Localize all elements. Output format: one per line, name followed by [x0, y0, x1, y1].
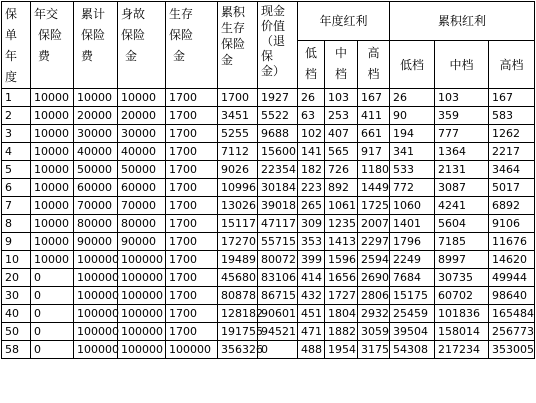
cell-cumulative-dividend-low: 1796 [390, 233, 435, 251]
cell-cumulative-survival-benefit: 19489 [218, 251, 258, 269]
cell-cash-value: 15600 [258, 143, 298, 161]
cell-cumulative-dividend-mid: 4241 [435, 197, 489, 215]
cell-annual-premium: 10000 [31, 107, 74, 125]
cell-cumulative-dividend-mid: 777 [435, 125, 489, 143]
cell-cumulative-dividend-high: 353005 [489, 341, 535, 359]
cell-annual-dividend-high: 917 [358, 143, 390, 161]
header-death-benefit: 身故 保险 金 [118, 2, 166, 89]
table-header [2, 2, 535, 89]
cell-annual-dividend-low: 451 [298, 305, 325, 323]
cell-cumulative-survival-benefit: 17270 [218, 233, 258, 251]
cell-survival-benefit: 1700 [166, 179, 218, 197]
cell-cumulative-survival-benefit: 45680 [218, 269, 258, 287]
cell-cumulative-survival-benefit: 191755 [218, 323, 258, 341]
cell-survival-benefit: 1700 [166, 89, 218, 107]
cell-cumulative-premium: 40000 [74, 143, 118, 161]
cell-cumulative-premium: 100000 [74, 341, 118, 359]
cell-cumulative-dividend-mid: 3087 [435, 179, 489, 197]
cell-cumulative-survival-benefit: 1700 [218, 89, 258, 107]
cell-annual-premium: 0 [31, 323, 74, 341]
header-annual-dividend-low: 低 档 [298, 40, 325, 88]
cell-survival-benefit: 1700 [166, 143, 218, 161]
cell-cumulative-survival-benefit: 13026 [218, 197, 258, 215]
cell-death-benefit: 50000 [118, 161, 166, 179]
cell-policy-year: 30 [2, 287, 31, 305]
cell-cumulative-dividend-low: 7684 [390, 269, 435, 287]
cell-cumulative-dividend-high: 1262 [489, 125, 535, 143]
cell-annual-dividend-mid: 565 [325, 143, 358, 161]
cell-policy-year: 50 [2, 323, 31, 341]
cell-cumulative-dividend-low: 90 [390, 107, 435, 125]
cell-annual-dividend-high: 661 [358, 125, 390, 143]
cell-cumulative-dividend-high: 5017 [489, 179, 535, 197]
cell-annual-dividend-low: 488 [298, 341, 325, 359]
cell-cumulative-premium: 80000 [74, 215, 118, 233]
cell-policy-year: 8 [2, 215, 31, 233]
cell-policy-year: 9 [2, 233, 31, 251]
cell-death-benefit: 100000 [118, 305, 166, 323]
cell-death-benefit: 30000 [118, 125, 166, 143]
cell-policy-year: 20 [2, 269, 31, 287]
cell-cumulative-dividend-low: 15175 [390, 287, 435, 305]
cell-cumulative-dividend-high: 2217 [489, 143, 535, 161]
cell-death-benefit: 100000 [118, 287, 166, 305]
cell-annual-premium: 10000 [31, 179, 74, 197]
header-cumulative-survival-benefit: 累积 生存 保险 金 [218, 2, 258, 89]
cell-cumulative-survival-benefit: 80878 [218, 287, 258, 305]
cell-policy-year: 10 [2, 251, 31, 269]
cell-annual-dividend-high: 2594 [358, 251, 390, 269]
cell-cash-value: 22354 [258, 161, 298, 179]
cell-survival-benefit: 1700 [166, 125, 218, 143]
table-row [2, 89, 535, 107]
header-cumulative-dividend: 累积红利 [390, 2, 535, 41]
cell-cash-value: 83106 [258, 269, 298, 287]
cell-annual-dividend-low: 182 [298, 161, 325, 179]
cell-cumulative-dividend-mid: 158014 [435, 323, 489, 341]
cell-cumulative-dividend-high: 256773 [489, 323, 535, 341]
table-row [2, 323, 535, 341]
cell-annual-dividend-mid: 1954 [325, 341, 358, 359]
cell-annual-dividend-mid: 1727 [325, 287, 358, 305]
cell-annual-dividend-mid: 407 [325, 125, 358, 143]
cell-cumulative-survival-benefit: 3451 [218, 107, 258, 125]
cell-survival-benefit: 1700 [166, 107, 218, 125]
cell-cumulative-dividend-high: 14620 [489, 251, 535, 269]
cell-cumulative-dividend-low: 533 [390, 161, 435, 179]
cell-cumulative-dividend-high: 583 [489, 107, 535, 125]
cell-death-benefit: 60000 [118, 179, 166, 197]
header-cumulative-premium: 累计 保险 费 [74, 2, 118, 89]
cell-cash-value: 9688 [258, 125, 298, 143]
cell-annual-dividend-high: 1449 [358, 179, 390, 197]
cell-cumulative-dividend-high: 167 [489, 89, 535, 107]
cell-cash-value: 90601 [258, 305, 298, 323]
cell-cash-value: 0 [258, 341, 298, 359]
cell-policy-year: 2 [2, 107, 31, 125]
table-row [2, 215, 535, 233]
cell-annual-dividend-mid: 892 [325, 179, 358, 197]
header-annual-premium: 年交 保险 费 [31, 2, 74, 89]
cell-annual-dividend-mid: 103 [325, 89, 358, 107]
cell-cumulative-dividend-low: 194 [390, 125, 435, 143]
cell-death-benefit: 20000 [118, 107, 166, 125]
cell-cumulative-dividend-mid: 30735 [435, 269, 489, 287]
cell-cumulative-dividend-mid: 1364 [435, 143, 489, 161]
cell-annual-dividend-high: 2806 [358, 287, 390, 305]
cell-policy-year: 1 [2, 89, 31, 107]
cell-cumulative-dividend-low: 772 [390, 179, 435, 197]
cell-cumulative-survival-benefit: 9026 [218, 161, 258, 179]
cell-survival-benefit: 1700 [166, 161, 218, 179]
cell-survival-benefit: 1700 [166, 197, 218, 215]
cell-cumulative-dividend-mid: 7185 [435, 233, 489, 251]
cell-cumulative-dividend-low: 1060 [390, 197, 435, 215]
cell-survival-benefit: 1700 [166, 323, 218, 341]
cell-cumulative-premium: 30000 [74, 125, 118, 143]
cell-annual-dividend-mid: 1413 [325, 233, 358, 251]
cell-death-benefit: 90000 [118, 233, 166, 251]
cell-annual-dividend-mid: 1656 [325, 269, 358, 287]
cell-annual-dividend-mid: 726 [325, 161, 358, 179]
table-row [2, 179, 535, 197]
cell-cumulative-survival-benefit: 10996 [218, 179, 258, 197]
cell-annual-dividend-high: 2932 [358, 305, 390, 323]
table-row [2, 251, 535, 269]
cell-cash-value: 30184 [258, 179, 298, 197]
cell-policy-year: 6 [2, 179, 31, 197]
cell-cumulative-dividend-high: 11676 [489, 233, 535, 251]
cell-annual-premium: 0 [31, 287, 74, 305]
cell-cash-value: 1927 [258, 89, 298, 107]
cell-annual-dividend-high: 3059 [358, 323, 390, 341]
cell-cumulative-dividend-mid: 217234 [435, 341, 489, 359]
cell-cumulative-premium: 10000 [74, 89, 118, 107]
cell-cumulative-premium: 100000 [74, 251, 118, 269]
cell-cumulative-dividend-mid: 2131 [435, 161, 489, 179]
cell-survival-benefit: 1700 [166, 269, 218, 287]
cell-survival-benefit: 100000 [166, 341, 218, 359]
cell-annual-premium: 10000 [31, 233, 74, 251]
cell-annual-dividend-high: 2007 [358, 215, 390, 233]
cell-annual-dividend-low: 141 [298, 143, 325, 161]
cell-cumulative-premium: 70000 [74, 197, 118, 215]
cell-survival-benefit: 1700 [166, 305, 218, 323]
cell-cumulative-survival-benefit: 356326 [218, 341, 258, 359]
cell-cumulative-dividend-low: 2249 [390, 251, 435, 269]
cell-cash-value: 80072 [258, 251, 298, 269]
header-annual-dividend: 年度红利 [298, 2, 390, 41]
cell-cumulative-dividend-low: 1401 [390, 215, 435, 233]
cell-annual-premium: 10000 [31, 251, 74, 269]
cell-survival-benefit: 1700 [166, 251, 218, 269]
cell-cumulative-dividend-low: 341 [390, 143, 435, 161]
cell-annual-dividend-low: 26 [298, 89, 325, 107]
cell-cumulative-dividend-high: 9106 [489, 215, 535, 233]
cell-annual-premium: 0 [31, 341, 74, 359]
header-cash-value: 现金 价值 （退 保 金） [258, 2, 298, 89]
cell-cumulative-premium: 90000 [74, 233, 118, 251]
table-row [2, 125, 535, 143]
cell-annual-dividend-high: 1725 [358, 197, 390, 215]
cell-annual-premium: 0 [31, 305, 74, 323]
cell-cumulative-survival-benefit: 7112 [218, 143, 258, 161]
cell-cumulative-dividend-low: 54308 [390, 341, 435, 359]
cell-cumulative-premium: 20000 [74, 107, 118, 125]
cell-cash-value: 86715 [258, 287, 298, 305]
dividend-benefit-table [1, 1, 535, 359]
cell-survival-benefit: 1700 [166, 215, 218, 233]
cell-cash-value: 55715 [258, 233, 298, 251]
cell-annual-dividend-mid: 1882 [325, 323, 358, 341]
table-row [2, 287, 535, 305]
cell-annual-premium: 10000 [31, 89, 74, 107]
cell-annual-dividend-low: 265 [298, 197, 325, 215]
cell-death-benefit: 40000 [118, 143, 166, 161]
table-row [2, 233, 535, 251]
cell-annual-dividend-low: 471 [298, 323, 325, 341]
cell-cumulative-dividend-mid: 8997 [435, 251, 489, 269]
cell-cumulative-dividend-high: 98640 [489, 287, 535, 305]
cell-annual-dividend-mid: 1061 [325, 197, 358, 215]
cell-survival-benefit: 1700 [166, 287, 218, 305]
cell-policy-year: 7 [2, 197, 31, 215]
table-row [2, 341, 535, 359]
cell-annual-premium: 10000 [31, 215, 74, 233]
cell-cumulative-dividend-mid: 5604 [435, 215, 489, 233]
cell-cumulative-dividend-mid: 60702 [435, 287, 489, 305]
cell-cumulative-dividend-mid: 101836 [435, 305, 489, 323]
cell-annual-dividend-low: 102 [298, 125, 325, 143]
cell-cumulative-dividend-low: 26 [390, 89, 435, 107]
header-cumulative-dividend-mid: 中档 [435, 40, 489, 88]
cell-annual-premium: 10000 [31, 161, 74, 179]
cell-cumulative-dividend-low: 25459 [390, 305, 435, 323]
cell-death-benefit: 100000 [118, 323, 166, 341]
table-row [2, 161, 535, 179]
table-body [2, 89, 535, 359]
cell-annual-premium: 10000 [31, 143, 74, 161]
cell-annual-dividend-high: 2297 [358, 233, 390, 251]
cell-cumulative-dividend-mid: 103 [435, 89, 489, 107]
cell-annual-premium: 10000 [31, 197, 74, 215]
header-annual-dividend-high: 高 档 [358, 40, 390, 88]
cell-annual-dividend-high: 411 [358, 107, 390, 125]
header-cumulative-dividend-low: 低档 [390, 40, 435, 88]
cell-death-benefit: 10000 [118, 89, 166, 107]
cell-survival-benefit: 1700 [166, 233, 218, 251]
cell-cumulative-premium: 100000 [74, 269, 118, 287]
cell-annual-dividend-low: 63 [298, 107, 325, 125]
cell-cumulative-survival-benefit: 15117 [218, 215, 258, 233]
cell-cumulative-survival-benefit: 128182 [218, 305, 258, 323]
cell-cumulative-premium: 60000 [74, 179, 118, 197]
cell-annual-dividend-mid: 253 [325, 107, 358, 125]
cell-annual-dividend-low: 432 [298, 287, 325, 305]
cell-policy-year: 4 [2, 143, 31, 161]
cell-cumulative-dividend-low: 39504 [390, 323, 435, 341]
cell-annual-dividend-high: 167 [358, 89, 390, 107]
cell-annual-dividend-mid: 1596 [325, 251, 358, 269]
table-row [2, 143, 535, 161]
cell-annual-dividend-low: 399 [298, 251, 325, 269]
cell-annual-dividend-high: 2690 [358, 269, 390, 287]
cell-annual-dividend-high: 3175 [358, 341, 390, 359]
cell-death-benefit: 80000 [118, 215, 166, 233]
cell-annual-dividend-mid: 1235 [325, 215, 358, 233]
cell-cumulative-premium: 50000 [74, 161, 118, 179]
cell-cumulative-dividend-high: 165484 [489, 305, 535, 323]
table-row [2, 107, 535, 125]
cell-cumulative-dividend-mid: 359 [435, 107, 489, 125]
cell-cumulative-premium: 100000 [74, 305, 118, 323]
cell-annual-dividend-low: 223 [298, 179, 325, 197]
cell-policy-year: 5 [2, 161, 31, 179]
cell-cash-value: 47117 [258, 215, 298, 233]
cell-annual-dividend-mid: 1804 [325, 305, 358, 323]
cell-policy-year: 40 [2, 305, 31, 323]
cell-annual-dividend-high: 1180 [358, 161, 390, 179]
cell-annual-dividend-low: 414 [298, 269, 325, 287]
cell-annual-premium: 0 [31, 269, 74, 287]
cell-cumulative-dividend-high: 3464 [489, 161, 535, 179]
cell-cumulative-dividend-high: 49944 [489, 269, 535, 287]
cell-death-benefit: 100000 [118, 251, 166, 269]
header-cumulative-dividend-high: 高档 [489, 40, 535, 88]
header-policy-year: 保 单 年 度 [2, 2, 31, 89]
cell-annual-dividend-low: 353 [298, 233, 325, 251]
cell-cash-value: 5522 [258, 107, 298, 125]
cell-cumulative-premium: 100000 [74, 287, 118, 305]
cell-cash-value: 39018 [258, 197, 298, 215]
table-row [2, 269, 535, 287]
table-row [2, 305, 535, 323]
cell-annual-premium: 10000 [31, 125, 74, 143]
cell-cumulative-premium: 100000 [74, 323, 118, 341]
cell-cumulative-survival-benefit: 5255 [218, 125, 258, 143]
cell-policy-year: 58 [2, 341, 31, 359]
table-row [2, 197, 535, 215]
cell-policy-year: 3 [2, 125, 31, 143]
cell-death-benefit: 100000 [118, 341, 166, 359]
cell-annual-dividend-low: 309 [298, 215, 325, 233]
cell-death-benefit: 100000 [118, 269, 166, 287]
cell-cash-value: 94521 [258, 323, 298, 341]
header-annual-dividend-mid: 中 档 [325, 40, 358, 88]
header-survival-benefit: 生存 保险 金 [166, 2, 218, 89]
cell-death-benefit: 70000 [118, 197, 166, 215]
cell-cumulative-dividend-high: 6892 [489, 197, 535, 215]
